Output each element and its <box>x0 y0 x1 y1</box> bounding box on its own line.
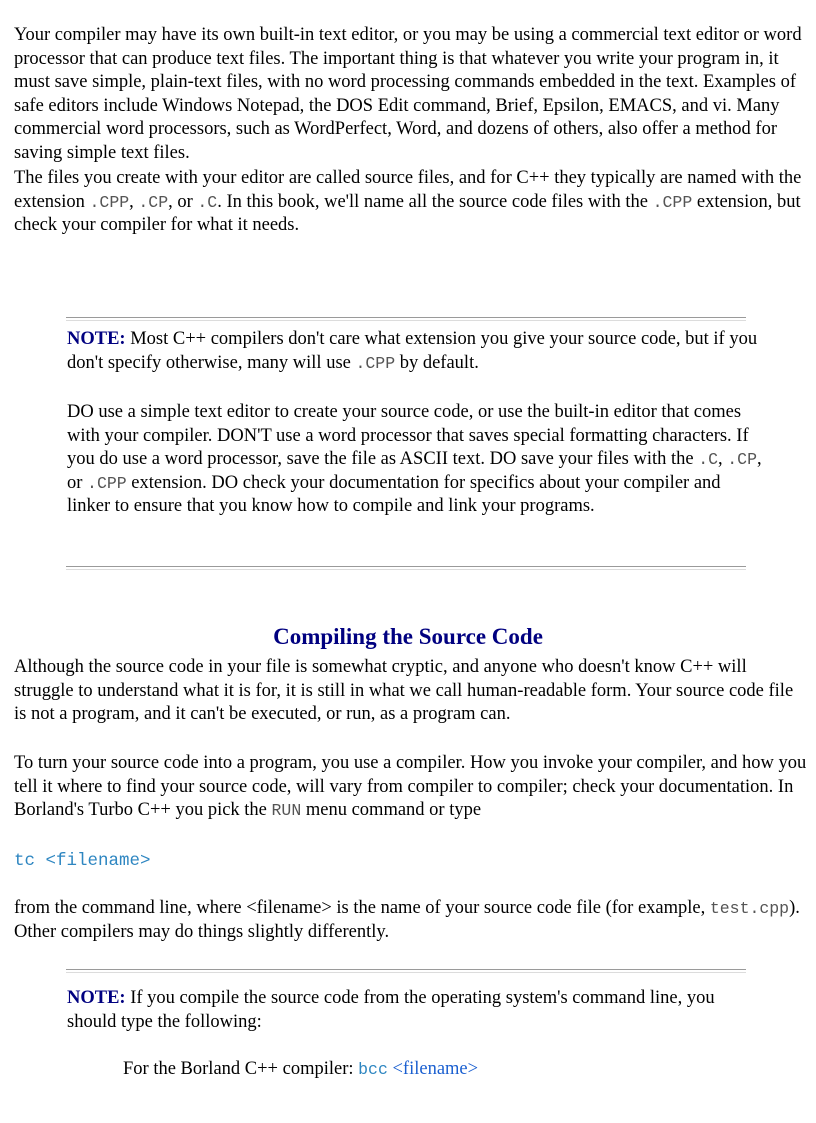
text: by default. <box>395 352 479 373</box>
text: , or <box>168 191 198 212</box>
note-command-line <box>67 987 767 1034</box>
divider <box>66 566 746 570</box>
do-dont-guidelines <box>67 401 767 519</box>
text: ). Other compilers may do things slightly differently. <box>14 898 800 942</box>
divider <box>66 317 746 321</box>
text: , <box>129 191 139 212</box>
text: , <box>718 449 728 469</box>
section-heading: Compiling the Source Code <box>273 624 543 650</box>
code-run: RUN <box>271 801 302 820</box>
borland-command <box>123 1058 478 1082</box>
divider <box>66 969 746 973</box>
text: Most C++ compilers don't care what extension you give your source code, but if you don't specify otherwise, many will use <box>67 329 758 373</box>
note-extension <box>67 328 767 375</box>
text: If you compile the source code from the operating system's command line, you should type the following: <box>67 988 715 1032</box>
code-ext-cpp: .CPP <box>652 192 693 212</box>
code-example-file: test.cpp <box>709 899 790 918</box>
paragraph-source-files <box>14 167 810 238</box>
code-ext-cpp: .CPP <box>87 473 127 493</box>
text: To turn your source code into a program, you use a compiler. How you invoke your compiler, and how you tell it where to find your source code, will vary from compiler to compiler; check your documentation. In Borland's Turbo C++ you pick the <box>14 753 807 820</box>
text: , or <box>67 449 762 493</box>
code-ext-cpp: .CPP <box>355 353 396 373</box>
code-ext-cpp: .CPP <box>89 192 130 212</box>
note-label: NOTE: <box>67 329 126 349</box>
paragraph-human-readable: Although the source code in your file is somewhat cryptic, and anyone who doesn't know C++ will struggle to understand what it is for, it is still in what we call human-readable form. Your source code file is not a program, and it can't be executed, or run, as a program can. <box>14 657 794 724</box>
code-ext-cp: .CP <box>727 450 757 469</box>
filename-arg: <filename> <box>387 1059 479 1079</box>
text: extension, but check your compiler for what it needs. <box>14 191 801 235</box>
command-code: tc <filename> <box>14 851 151 871</box>
text: from the command line, where <filename> is the name of your source code file (for example, <box>14 898 710 918</box>
text: extension. DO check your documentation for specifics about your compiler and linker to ensure that you know how to compile and link your programs. <box>67 472 721 516</box>
note-label: NOTE: <box>67 988 126 1008</box>
text: The files you create with your editor are called source files, and for C++ they typically are named with the extension <box>14 168 802 212</box>
paragraph-command-line <box>14 897 810 944</box>
paragraph-invoke-compiler <box>14 752 810 823</box>
text: DO use a simple text editor to create your source code, or use the built-in editor that comes with your compiler. DON'T use a word processor that saves special formatting characters. If you do use a word processor, save the file as ASCII text. DO save your files with the <box>67 402 749 469</box>
text: menu command or type <box>301 800 482 820</box>
code-ext-c: .C <box>698 450 719 469</box>
command-example <box>14 849 151 874</box>
text: . In this book, we'll name all the source code files with the <box>217 191 653 212</box>
code-ext-c: .C <box>197 192 218 212</box>
code-bcc: bcc <box>358 1060 388 1079</box>
code-ext-cp: .CP <box>138 192 169 212</box>
text: For the Borland C++ compiler: <box>123 1059 359 1079</box>
paragraph-editors: Your compiler may have its own built-in text editor, or you may be using a commercial text editor or word processor that can produce text files. The important thing is that whatever you write your program in, it must save simple, plain-text files, with no word processing commands embedded in the text. Examples of safe editors include Windows Notepad, the DOS Edit command, Brief, Epsilon, EMACS, and vi. Many commercial word processors, such as WordPerfect, Word, and dozens of others, also offer a method for saving simple text files. <box>14 25 802 163</box>
